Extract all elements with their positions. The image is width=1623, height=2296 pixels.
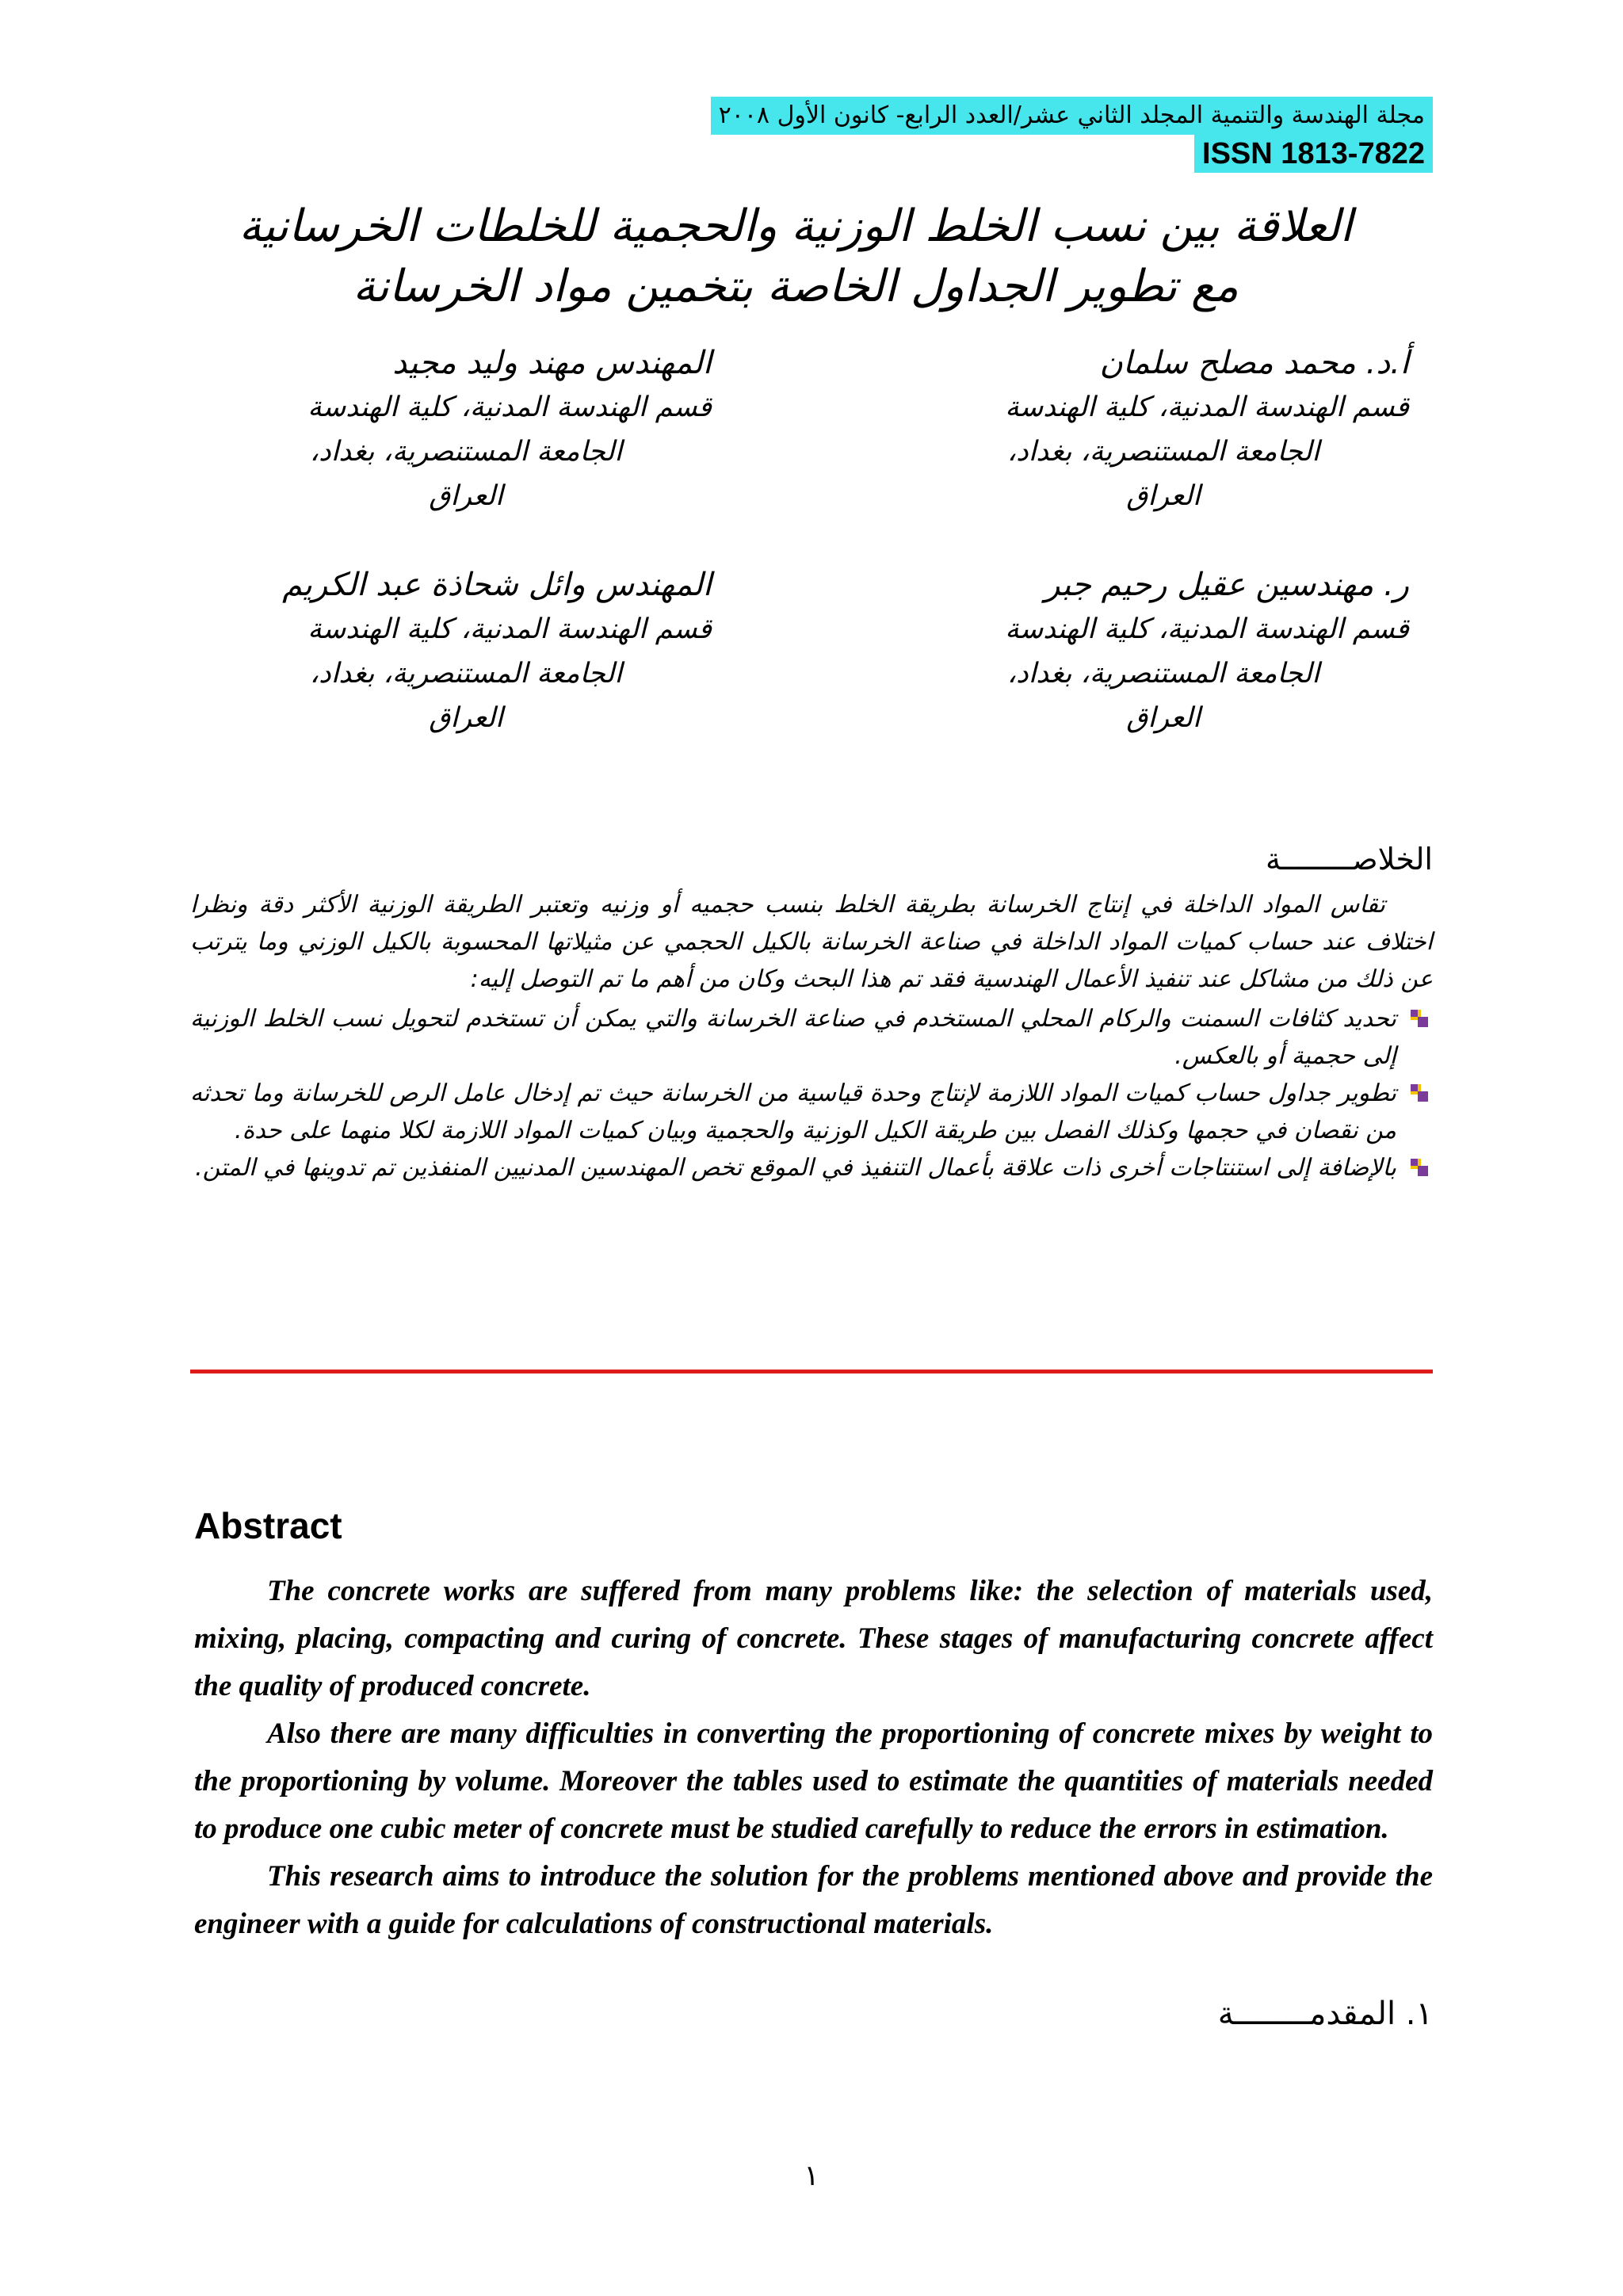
list-item [190,1000,1433,1075]
author-block [220,563,712,740]
author-name: المهندس وائل شحاذة عبد الكريم [282,567,712,603]
english-abstract-heading: Abstract [194,1505,342,1546]
bullet-icon [1411,1084,1428,1102]
author-university: الجامعة المستنصرية، بغداد، [1006,658,1320,690]
author-country: العراق [1126,702,1201,734]
author-department: قسم الهندسة المدنية، كلية الهندسة [307,392,712,423]
list-item [190,1075,1433,1149]
author-university: الجامعة المستنصرية، بغداد، [1006,436,1320,468]
title-line-2: مع تطوير الجداول الخاصة بتخمين مواد الخرسانة [353,261,1239,312]
bullet-icon [1411,1010,1428,1027]
author-university: الجامعة المستنصرية، بغداد، [309,658,623,690]
author-university: الجامعة المستنصرية، بغداد، [309,436,623,468]
author-name: ر. مهندسين عقيل رحيم جبر [1044,567,1409,603]
list-item [190,1149,1433,1186]
bullet-text: تطوير جداول حساب كميات المواد اللازمة لإنتاج وحدة قياسية من الخرسانة حيث تم إدخال عامل الرص للخرسانة وما تحدثه من نقصان في حجمها وكذلك الفصل بين طريقة الكيل الوزنية والحجمية وبيان كميات المواد اللازمة لكلا منهما على حدة. [190,1079,1396,1144]
author-department: قسم الهندسة المدنية، كلية الهندسة [1005,613,1409,645]
arabic-abstract-bullets [190,1000,1433,1186]
introduction-heading: ١. المقدمــــــــة [1217,1996,1433,2032]
bullet-text: تحديد كثافات السمنت والركام المحلي المستخدم في صناعة الخرسانة والتي يمكن أن تستخدم لتحويل نسب الخلط الوزنية إلى حجمية أو بالعكس. [190,1005,1396,1070]
page-number: ١ [804,2160,819,2192]
author-department: قسم الهندسة المدنية، كلية الهندسة [307,613,712,645]
paper-title [158,197,1433,317]
author-name: أ.د. محمد مصلح سلمان [1099,345,1409,381]
issn-label: ISSN 1813-7822 [1194,135,1433,173]
bullet-text: بالإضافة إلى استنتاجات أخرى ذات علاقة بأعمال التنفيذ في الموقع تخص المهندسين المدنيين المنفذين تم تدوينها في المتن. [195,1154,1396,1182]
section-divider [190,1370,1433,1373]
author-block [220,341,712,518]
author-department: قسم الهندسة المدنية، كلية الهندسة [1005,392,1409,423]
english-abstract [194,1568,1433,1948]
arabic-abstract-intro: تقاس المواد الداخلة في إنتاج الخرسانة بطريقة الخلط بنسب حجميه أو وزنيه وتعتبر الطريقة الوزنية الأكثر دقة ونظرا اختلاف عند حساب كميات المواد الداخلة في صناعة الخرسانة بالكيل الحجمي عن مثيلاتها المحسوبة بالكيل الوزني وما يترتب عن ذلك من مشاكل عند تنفيذ الأعمال الهندسية فقد تم هذا البحث وكان من أهم ما تم التوصل إليه: [190,891,1433,993]
author-country: العراق [1126,480,1201,512]
abstract-paragraph: The concrete works are suffered from many problems like: the selection of materials used, mixing, placing, compacting and curing of concrete. These stages of manufacturing concrete affect the quality of produced concrete. [194,1575,1433,1702]
bullet-icon [1411,1159,1428,1176]
abstract-paragraph: This research aims to introduce the solution for the problems mentioned above and provide the engineer with a guide for calculations of constructional materials. [194,1860,1433,1940]
arabic-abstract-heading: الخلاصــــــــة [1265,842,1433,877]
author-block [918,341,1409,518]
arabic-abstract [190,886,1433,998]
author-country: العراق [429,480,503,512]
journal-info: مجلة الهندسة والتنمية المجلد الثاني عشر/العدد الرابع- كانون الأول ٢٠٠٨ [711,97,1433,135]
author-block [918,563,1409,740]
title-line-1: العلاقة بين نسب الخلط الوزنية والحجمية للخلطات الخرسانية [239,201,1353,252]
abstract-paragraph: Also there are many difficulties in converting the proportioning of concrete mixes by weight to the proportioning by volume. Moreover the tables used to estimate the quantities of materials needed to produce one cubic meter of concrete must be studied carefully to reduce the errors in estimation. [194,1717,1433,1845]
author-country: العراق [429,702,503,734]
author-name: المهندس مهند وليد مجيد [392,345,712,381]
